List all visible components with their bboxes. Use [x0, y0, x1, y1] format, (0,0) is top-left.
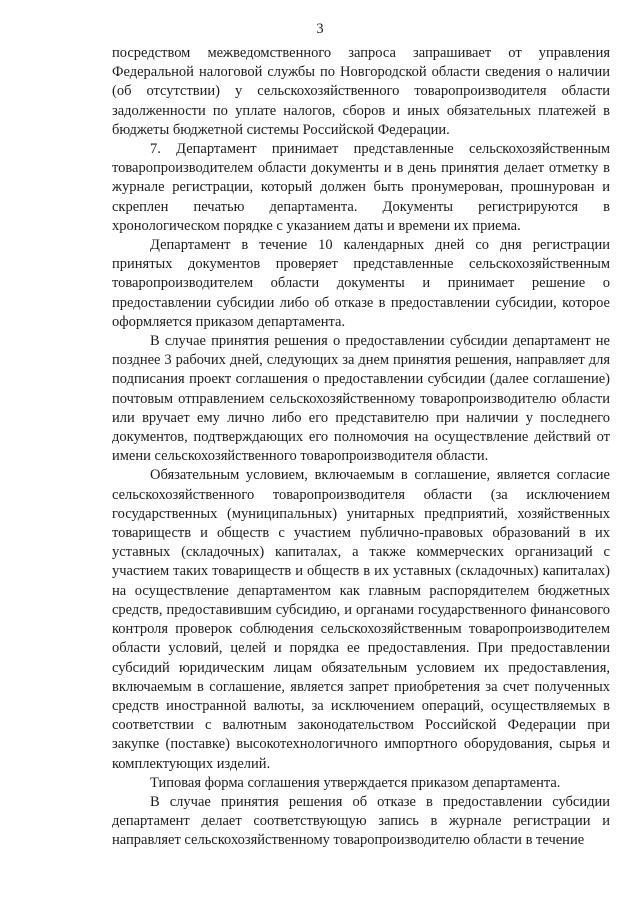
paragraph-item-7: 7. Департамент принимает представленные сельскохозяйственным товаропроизводителем области документы и в день принятия делает отметку в журнале регистрации, который должен быть пронумерован, прошнурован и скреплен печатью департамента. Документы регистрируются в хронологическом порядке с указанием даты и времени их приема.	[112, 141, 610, 234]
document-body	[112, 44, 610, 851]
paragraph-standard-form: Типовая форма соглашения утверждается приказом департамента.	[150, 774, 561, 791]
paragraph-agreement-sending: В случае принятия решения о предоставлении субсидии департамент не позднее 3 рабочих дней, следующих за днем принятия решения, направляет для подписания проект соглашения о предоставлении субсидии (далее соглашение) почтовым отправлением сельскохозяйственному товаропроизводителю области или вручает ему лично либо его представителю при наличии у последнего документов, подтверждающих его полномочия на осуществление действий от имени сельскохозяйственного товаропроизводителя области.	[112, 333, 610, 465]
paragraph-intro-continuation: посредством межведомственного запроса запрашивает от управления Федеральной налоговой службы по Новгородской области сведения о наличии (об отсутствии) у сельскохозяйственного товаропроизводителя области задолженности по уплате налогов, сборов и иных обязательных платежей в бюджеты бюджетной системы Российской Федерации.	[112, 45, 610, 138]
page-number: 3	[316, 21, 324, 37]
paragraph-refusal: В случае принятия решения об отказе в предоставлении субсидии департамент делает соответствующую запись в журнале регистрации и направляет сельскохозяйственному товаропроизводителю области в течение	[112, 793, 610, 849]
paragraph-review-term: Департамент в течение 10 календарных дней со дня регистрации принятых документов проверяет представленные сельскохозяйственным товаропроизводителем области документы и принимает решение о предоставлении субсидии либо об отказе в предоставлении субсидии, которое оформляется приказом департамента.	[112, 237, 610, 330]
paragraph-mandatory-condition: Обязательным условием, включаемым в соглашение, является согласие сельскохозяйственного товаропроизводителя области (за исключением государственных (муниципальных) унитарных предприятий, хозяйственных товариществ и обществ с участием публично-правовых образований в их уставных (складочных) капиталах, а также коммерческих организаций с участием таких товариществ и обществ в их уставных (складочных) капиталах) на осуществление департаментом как главным распорядителем бюджетных средств, предоставившим субсидию, и органами государственного финансового контроля проверок соблюдения сельскохозяйственным товаропроизводителем области условий, целей и порядка ее предоставления. При предоставлении субсидий юридическим лицам обязательным условием их предоставления, включаемым в соглашение, является запрет приобретения за счет полученных средств иностранной валюты, за исключением операций, осуществляемых в соответствии с валютным законодательством Российской Федерации при закупке (поставке) высокотехнологичного импортного оборудования, сырья и комплектующих изделий.	[112, 467, 610, 772]
